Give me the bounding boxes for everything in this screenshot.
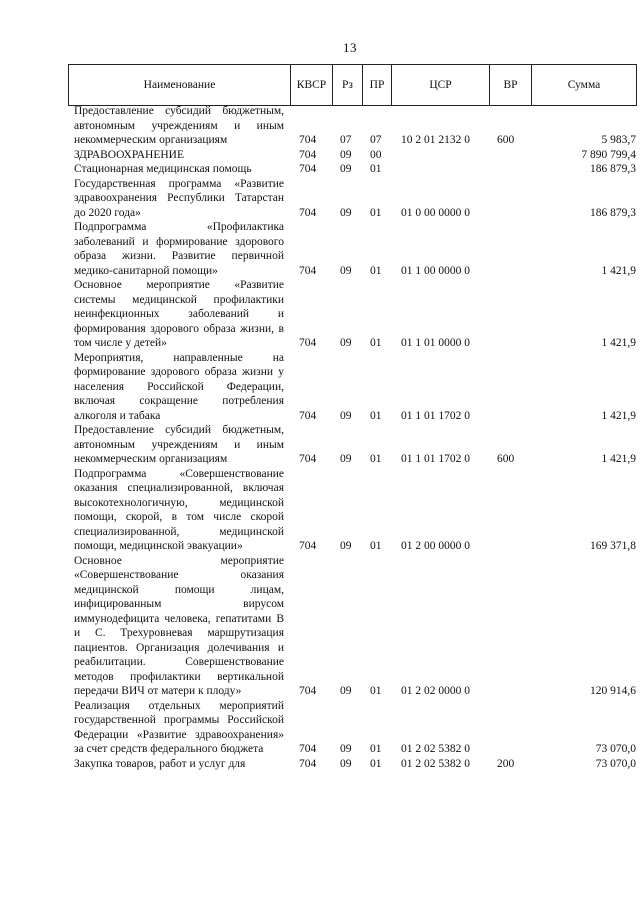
row-rz: 09 (340, 206, 352, 219)
row-rz: 07 (340, 134, 352, 146)
row-rz: 09 (340, 685, 352, 697)
row-csr: 01 1 01 1702 0 (401, 409, 470, 422)
row-kvsr: 704 (299, 743, 317, 755)
row-kvsr: 704 (299, 453, 317, 465)
row-rz: 09 (340, 540, 352, 552)
header-csr: ЦСР (392, 65, 490, 105)
row-pr: 01 (370, 757, 382, 770)
table-row (74, 554, 638, 699)
row-vr: 600 (497, 134, 515, 146)
header-kvsr: КВСР (291, 65, 333, 105)
row-sum: 73 070,0 (595, 743, 636, 755)
header-rz: Рз (333, 65, 363, 105)
row-rz: 09 (340, 337, 352, 349)
row-kvsr: 704 (299, 148, 317, 161)
row-csr: 01 1 01 1702 0 (401, 453, 470, 465)
row-rz: 09 (340, 743, 352, 755)
table-row (74, 148, 638, 163)
row-sum: 1 421,9 (601, 337, 636, 349)
row-csr: 10 2 01 2132 0 (401, 134, 470, 146)
row-rz: 09 (340, 409, 352, 422)
row-name: Реализация отдельных мероприятий государственной программы Российской Федерации «Развитие здравоохранения» за счет средств федерального бюджета (74, 699, 284, 755)
table-row (74, 699, 638, 757)
row-sum: 120 914,6 (590, 685, 636, 697)
row-kvsr: 704 (299, 409, 317, 422)
row-name: Государственная программа «Развитие здравоохранения Республики Татарстан до 2020 года» (74, 177, 284, 219)
row-name: Основное мероприятие «Совершенствование оказания медицинской помощи лицам, инфицированным вирусом иммунодефицита человека, гепатитами В и С. Трехуровневая маршрутизация пациентов. Организация долечивания и реабилитации. Совершенствование методов профилактики вертикальной передачи ВИЧ от матери к плоду» (74, 554, 284, 697)
row-pr: 01 (370, 743, 382, 755)
row-pr: 01 (370, 540, 382, 552)
page-number: 13 (343, 40, 357, 55)
row-csr: 01 2 02 5382 0 (401, 757, 470, 770)
row-sum: 186 879,3 (590, 163, 636, 175)
table-row (74, 162, 638, 177)
row-vr: 600 (497, 453, 515, 465)
row-rz: 09 (340, 148, 352, 161)
table-row (74, 467, 638, 554)
row-rz: 09 (340, 757, 352, 770)
table-body (74, 104, 638, 771)
row-csr: 01 2 00 0000 0 (401, 540, 470, 552)
row-rz: 09 (340, 264, 352, 277)
table-row (74, 104, 638, 148)
header-sum: Сумма (532, 65, 637, 105)
row-vr: 200 (497, 757, 515, 770)
table-row (74, 757, 638, 772)
row-sum: 7 890 799,4 (581, 148, 636, 161)
header-vr: ВР (490, 65, 532, 105)
row-pr: 01 (370, 409, 382, 422)
row-csr: 01 2 02 5382 0 (401, 743, 470, 755)
table-row (74, 351, 638, 424)
row-kvsr: 704 (299, 540, 317, 552)
row-kvsr: 704 (299, 163, 317, 175)
row-csr: 01 1 01 0000 0 (401, 337, 470, 349)
row-rz: 09 (340, 163, 352, 175)
row-sum: 73 070,0 (595, 757, 636, 770)
row-pr: 01 (370, 264, 382, 277)
row-kvsr: 704 (299, 264, 317, 277)
table-row (74, 423, 638, 467)
row-name: ЗДРАВООХРАНЕНИЕ (74, 148, 185, 161)
row-name: Мероприятия, направленные на формирование здорового образа жизни у населения Российской Федерации, включая сокращение потребления алкоголя и табака (74, 351, 284, 422)
row-pr: 01 (370, 337, 382, 349)
row-sum: 186 879,3 (590, 206, 636, 219)
row-name: Закупка товаров, работ и услуг для (74, 757, 246, 770)
row-pr: 00 (370, 148, 382, 161)
row-name: Предоставление субсидий бюджетным, автономным учреждениям и иным некоммерческим организациям (74, 105, 284, 146)
row-sum: 5 983,7 (601, 134, 636, 146)
row-rz: 09 (340, 453, 352, 465)
row-csr: 01 1 00 0000 0 (401, 264, 470, 277)
row-sum: 1 421,9 (601, 409, 636, 422)
row-kvsr: 704 (299, 685, 317, 697)
row-kvsr: 704 (299, 337, 317, 349)
row-csr: 01 0 00 0000 0 (401, 206, 470, 219)
table-row (74, 220, 638, 278)
row-kvsr: 704 (299, 134, 317, 146)
row-kvsr: 704 (299, 757, 317, 770)
row-name: Стационарная медицинская помощь (74, 163, 252, 175)
row-sum: 1 421,9 (601, 264, 636, 277)
row-name: Подпрограмма «Профилактика заболеваний и формирование здорового образа жизни. Развитие первичной медико-санитарной помощи» (74, 221, 284, 277)
row-name: Подпрограмма «Совершенствование оказания специализированной, включая высокотехнологичную, медицинской помощи, скорой, в том числе скорой специализированной, медицинской помощи, медицинской эвакуации» (74, 467, 284, 552)
row-sum: 1 421,9 (601, 453, 636, 465)
header-name: Наименование (69, 65, 291, 105)
row-pr: 01 (370, 685, 382, 697)
row-pr: 01 (370, 206, 382, 219)
row-name: Предоставление субсидий бюджетным, автономным учреждениям и иным некоммерческим организациям (74, 424, 284, 465)
table-row (74, 278, 638, 351)
row-kvsr: 704 (299, 206, 317, 219)
row-pr: 01 (370, 163, 382, 175)
row-pr: 01 (370, 453, 382, 465)
row-pr: 07 (370, 134, 382, 146)
row-name: Основное мероприятие «Развитие системы медицинской профилактики неинфекционных заболеваний и формирования здорового образа жизни, в том числе у детей» (74, 279, 284, 349)
table-row (74, 177, 638, 221)
row-sum: 169 371,8 (590, 540, 636, 552)
table-header (68, 64, 637, 106)
row-csr: 01 2 02 0000 0 (401, 685, 470, 697)
header-pr: ПР (363, 65, 392, 105)
